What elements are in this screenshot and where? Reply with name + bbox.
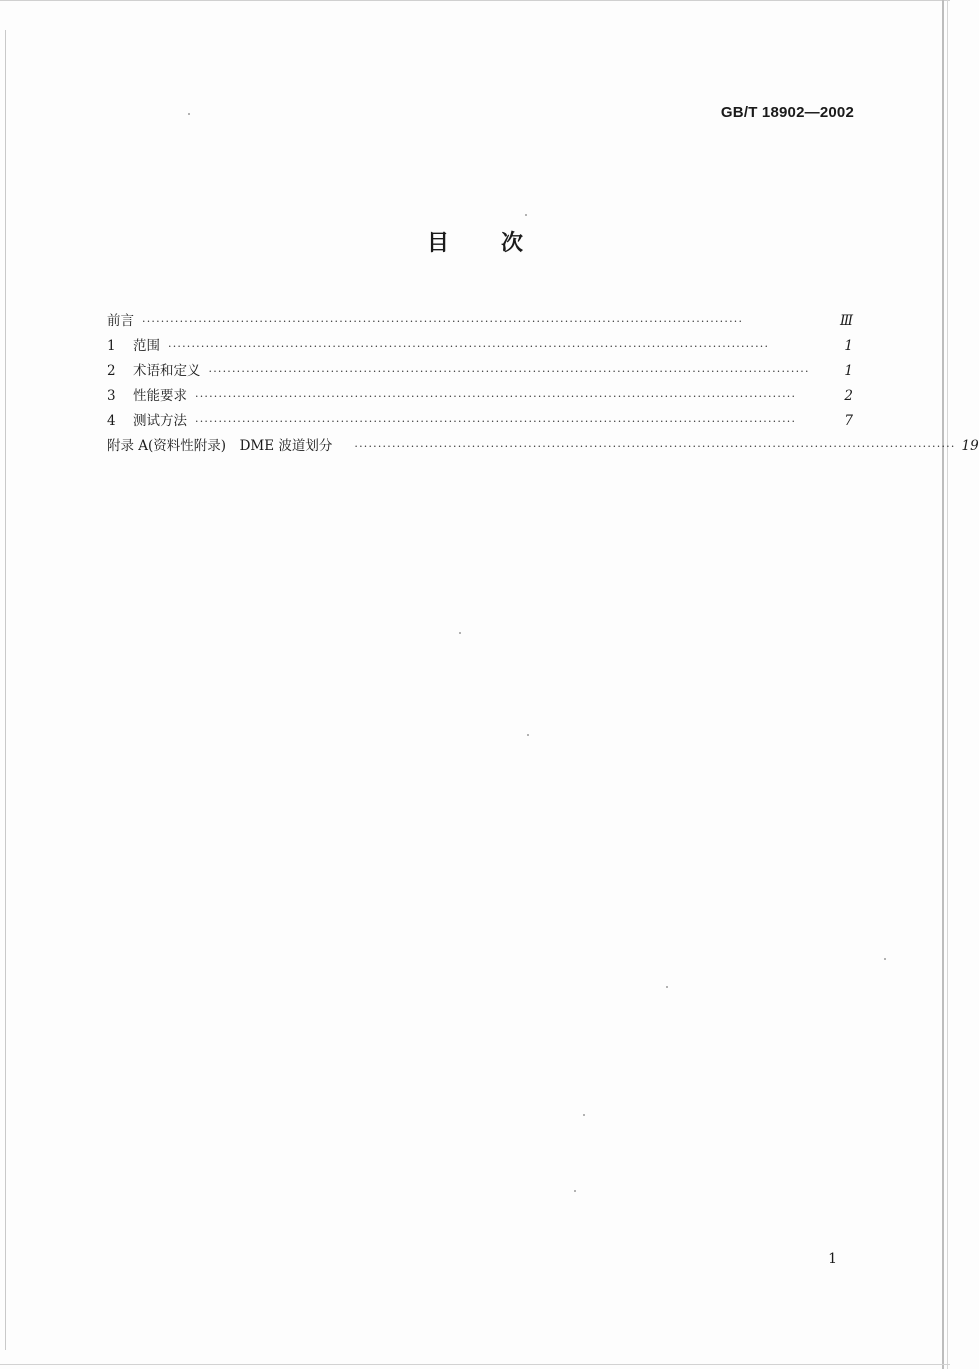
scan-edge-right xyxy=(942,0,944,1369)
toc-entry-title: 附录 A(资料性附录) DME 波道划分 xyxy=(107,438,333,454)
toc-title-char: 目 xyxy=(426,231,449,256)
toc-entry[interactable] xyxy=(107,409,853,434)
standard-code: GB/T 18902—2002 xyxy=(720,104,854,121)
scan-speck xyxy=(884,958,886,960)
toc-entry-title: 测试方法 xyxy=(133,413,187,429)
toc-entry-page: 1 xyxy=(844,338,853,354)
scan-speck xyxy=(459,632,461,634)
toc-title xyxy=(0,226,950,257)
toc-entry-number: 4 xyxy=(107,413,116,429)
scan-edge-right-inner xyxy=(947,0,948,1369)
scan-speck xyxy=(527,734,529,736)
scan-edge-bottom xyxy=(0,1364,950,1365)
toc-entry-page: 7 xyxy=(844,413,853,429)
toc-leader-dots: ································································································································ xyxy=(168,340,770,353)
toc-leader-dots: ································································································································ xyxy=(208,365,810,378)
scan-speck xyxy=(188,113,190,115)
toc-entry-appendix[interactable] xyxy=(107,434,979,459)
toc-entry-page: 2 xyxy=(844,388,853,404)
toc-entry[interactable] xyxy=(107,384,853,409)
toc-entry[interactable] xyxy=(107,359,853,384)
page-number: 1 xyxy=(828,1251,837,1267)
scan-speck xyxy=(583,1114,585,1116)
toc-leader-dots: ································································································································ xyxy=(354,440,956,453)
toc-entry-page: Ⅲ xyxy=(839,313,853,329)
toc-leader-dots: ································································································································ xyxy=(195,415,797,428)
toc-title-char: 次 xyxy=(501,231,524,256)
toc-leader-dots: ································································································································ xyxy=(142,315,744,328)
scan-speck xyxy=(666,986,668,988)
scan-speck xyxy=(574,1190,576,1192)
toc-entry-page: 19 xyxy=(961,438,979,454)
toc-entry-title: 范围 xyxy=(133,338,160,354)
toc-entry-number: 2 xyxy=(107,363,116,379)
toc-entry-title: 术语和定义 xyxy=(133,363,201,379)
scan-speck xyxy=(525,214,527,216)
toc-entry[interactable] xyxy=(107,309,853,334)
toc-leader-dots: ································································································································ xyxy=(195,390,797,403)
scan-edge-top xyxy=(0,0,950,1)
toc-entry-number: 1 xyxy=(107,338,116,354)
toc-entry-title: 前言 xyxy=(107,313,134,329)
toc-list xyxy=(107,309,979,459)
toc-entry-number: 3 xyxy=(107,388,116,404)
toc-entry-page: 1 xyxy=(844,363,853,379)
toc-entry[interactable] xyxy=(107,334,853,359)
toc-entry-title: 性能要求 xyxy=(133,388,187,404)
